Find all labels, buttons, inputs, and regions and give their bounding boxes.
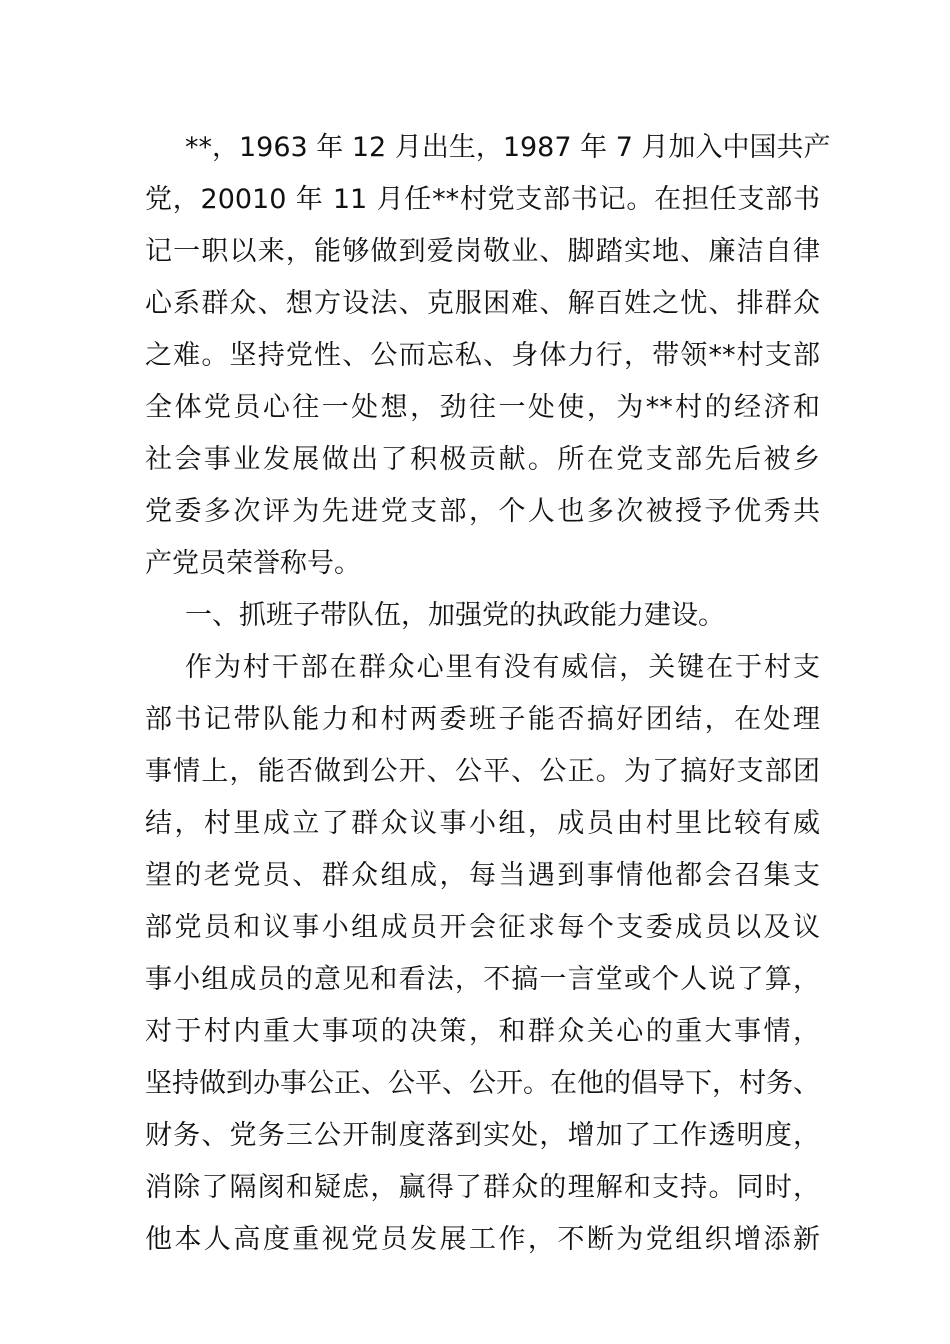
paragraph-3-line-4: 结，村里成立了群众议事小组，成员由村里比较有威 [145,808,820,839]
paragraph-3-line-8: 对于村内重大事项的决策，和群众关心的重大事情， [145,1016,820,1047]
paragraph-3-line-2: 部书记带队能力和村两委班子能否搞好团结，在处理 [145,704,820,735]
paragraph-1-line-5: 之难。坚持党性、公而忘私、身体力行，带领**村支部 [145,340,820,371]
paragraph-3-line-12: 他本人高度重视党员发展工作，不断为党组织增添新 [145,1224,820,1255]
paragraph-3-line-3: 事情上，能否做到公开、公平、公正。为了搞好支部团 [145,756,820,787]
paragraph-3-line-9: 坚持做到办事公正、公平、公开。在他的倡导下，村务、 [145,1068,820,1099]
paragraph-1-line-8: 党委多次评为先进党支部，个人也多次被授予优秀共 [145,496,820,527]
paragraph-1-line-7: 社会事业发展做出了积极贡献。所在党支部先后被乡 [145,444,820,475]
paragraph-1-line-1: **，1963 年 12 月出生，1987 年 7 月加入中国共产 [185,132,831,163]
paragraph-1-line-4: 心系群众、想方设法、克服困难、解百姓之忧、排群众 [145,288,820,319]
paragraph-3-line-6: 部党员和议事小组成员开会征求每个支委成员以及议 [145,912,820,943]
section-heading-1: 一、抓班子带队伍，加强党的执政能力建设。 [185,600,725,631]
paragraph-3-line-5: 望的老党员、群众组成，每当遇到事情他都会召集支 [145,860,820,891]
paragraph-1-line-3: 记一职以来，能够做到爱岗敬业、脚踏实地、廉洁自律 [145,236,820,267]
paragraph-1-line-9: 产党员荣誉称号。 [145,548,361,579]
paragraph-3-line-1: 作为村干部在群众心里有没有威信，关键在于村支 [185,652,820,683]
paragraph-3-line-7: 事小组成员的意见和看法，不搞一言堂或个人说了算， [145,964,820,995]
paragraph-1-line-2: 党，20010 年 11 月任**村党支部书记。在担任支部书 [145,184,820,215]
paragraph-3-line-11: 消除了隔阂和疑虑，赢得了群众的理解和支持。同时， [145,1172,820,1203]
document-body [145,122,831,1266]
paragraph-1-line-6: 全体党员心往一处想，劲往一处使，为**村的经济和 [145,392,820,423]
paragraph-3-line-10: 财务、党务三公开制度落到实处，增加了工作透明度， [145,1120,820,1151]
